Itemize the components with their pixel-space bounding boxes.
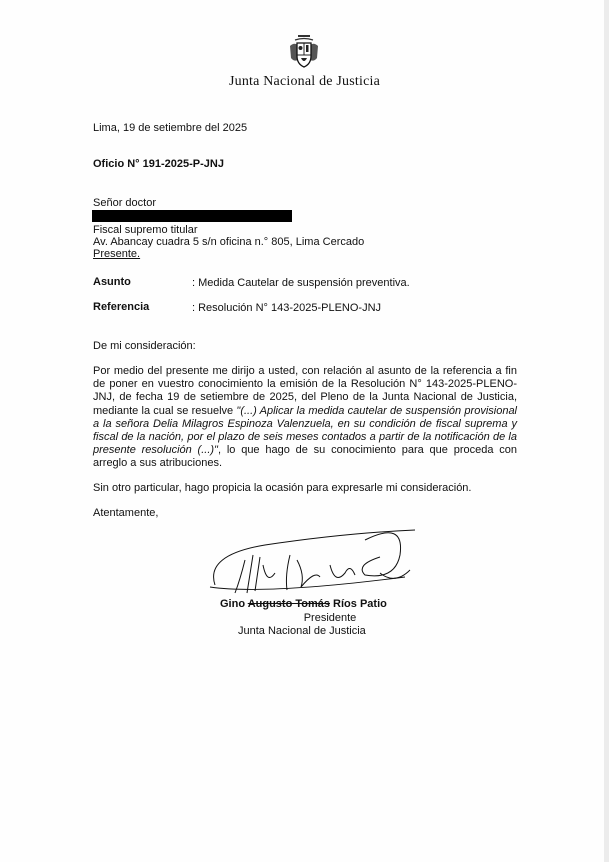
institution-heading: Junta Nacional de Justicia [229, 74, 380, 89]
presente-label: Presente. [93, 248, 141, 260]
recipient-title: Fiscal supremo titular [93, 224, 198, 236]
greeting: De mi consideración: [93, 340, 196, 352]
redacted-recipient-name [92, 210, 292, 222]
reference-label: Referencia [93, 301, 150, 313]
national-coat-of-arms-icon [286, 34, 322, 70]
body-quote: "(...) Aplicar la medida cautelar de suspensión provisional a la señora Delia Milagros Espinoza Valenzuela, en su condición de fiscal suprema y fiscal de la nación, por el plazo de seis meses contados a partir de la notificación de la presente resolución (...)" [93, 404, 518, 457]
date-line: Lima, 19 de setiembre del 2025 [93, 122, 248, 134]
body-intro: Por medio del presente me dirijo a usted, con relación al asunto de la referencia a fin de poner en vuestro conocimiento la emisión de la Resolución N° 143-2025-PLENO-JNJ, de fecha 19 de setiembre de 2025, del Pleno de la Junta Nacional de Justicia, mediante la cual se resuelve [93, 365, 517, 417]
document-reference-code: Oficio N° 191-2025-P-JNJ [93, 158, 224, 170]
signer-role: Presidente [303, 612, 357, 624]
subject-label: Asunto [93, 276, 131, 288]
closing-paragraph: Sin otro particular, hago propicia la ocasión para expresarle mi consideración. [93, 482, 472, 494]
signer-institution: Junta Nacional de Justicia [238, 625, 366, 637]
signer-name-struck: Augusto Tomás [247, 598, 330, 610]
body-paragraph [93, 365, 517, 471]
reference-value: : Resolución N° 143-2025-PLENO-JNJ [192, 302, 382, 314]
signer-name: Gino Augusto Tomás Ríos Patio [220, 598, 387, 610]
salutation: Señor doctor [93, 197, 156, 209]
handwritten-signature [205, 515, 420, 605]
subject-value: : Medida Cautelar de suspensión preventiva. [192, 277, 410, 289]
body-outro: , lo que hago de su conocimiento para que proceda con arreglo a sus atribuciones. [93, 444, 517, 470]
closing: Atentamente, [93, 507, 159, 519]
recipient-address: Av. Abancay cuadra 5 s/n oficina n.° 805, Lima Cercado [93, 236, 365, 248]
